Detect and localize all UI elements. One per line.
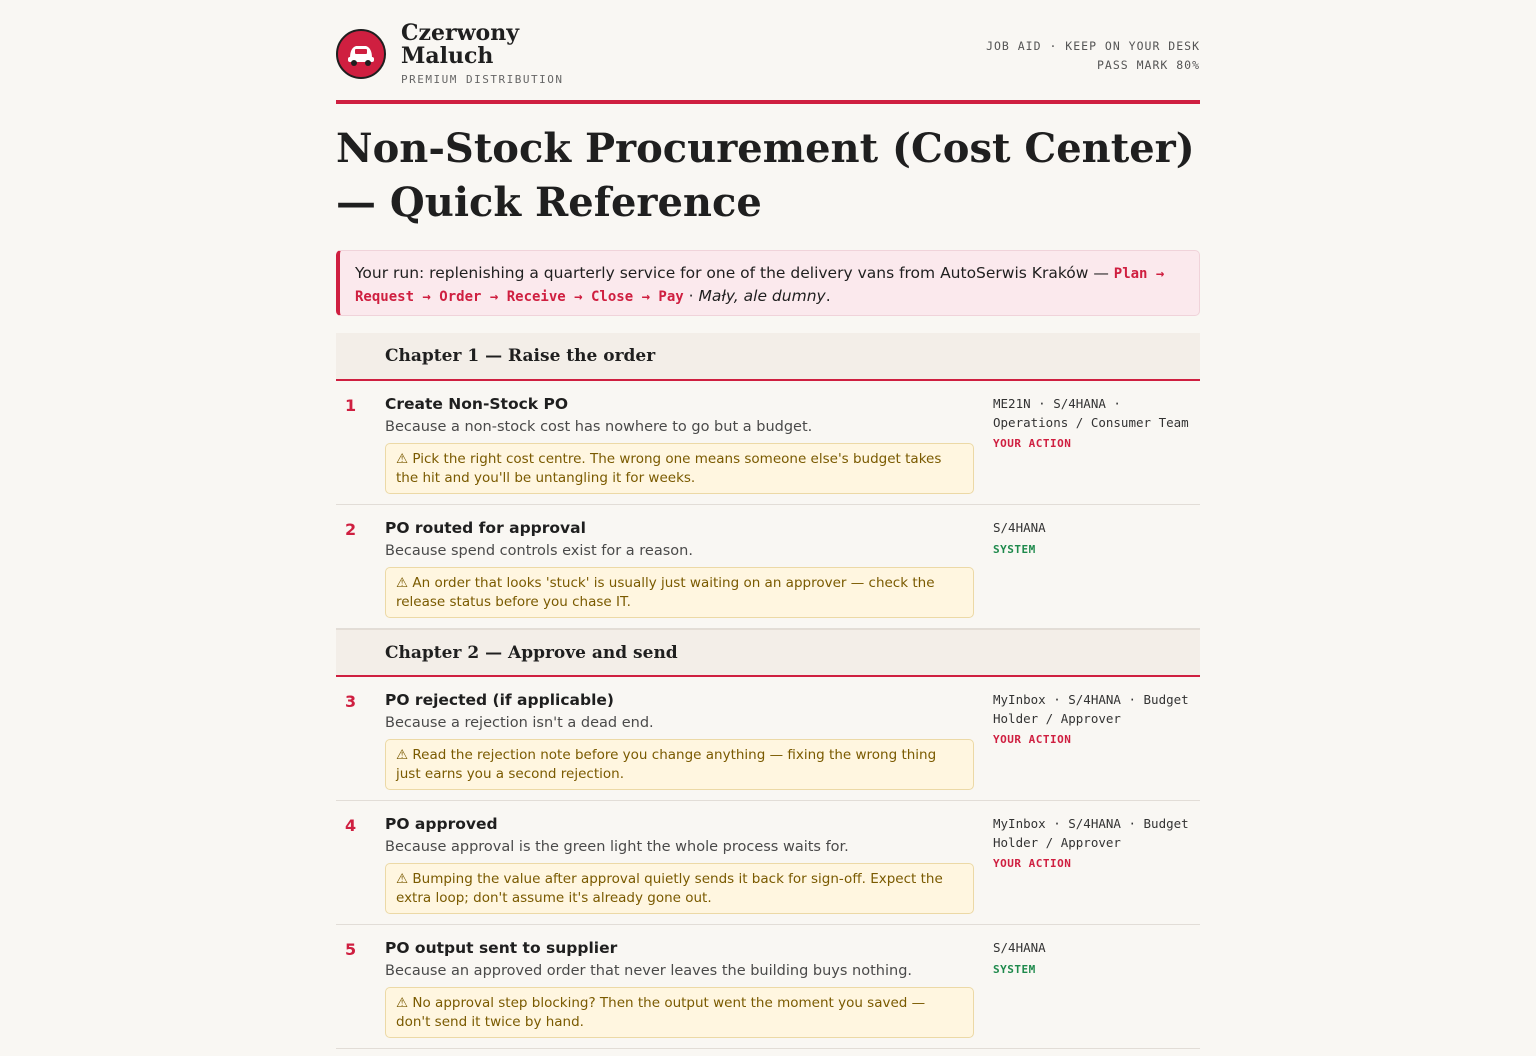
step-meta <box>993 691 1193 750</box>
step-meta <box>993 815 1193 874</box>
step-number: 2 <box>345 520 357 539</box>
step-warning: ⚠ Read the rejection note before you change anything — fixing the wrong thing just earns you a second rejection. <box>385 739 974 790</box>
step-number: 4 <box>345 816 357 835</box>
step-title: PO routed for approval <box>385 519 586 537</box>
step-owner-badge: SYSTEM <box>993 542 1036 556</box>
step-warning: ⚠ No approval step blocking? Then the output went the moment you saved — don't send it twice by hand. <box>385 987 974 1038</box>
brand-name: Czerwony Maluch <box>401 20 519 69</box>
process-flow: Plan → Request → Order → Receive → Close → Pay <box>355 266 1165 305</box>
step-warning: ⚠ An order that looks 'stuck' is usually just waiting on an approver — check the release status before you chase IT. <box>385 567 974 618</box>
page <box>336 0 1200 1049</box>
step-reason: Because a rejection isn't a dead end. <box>385 715 654 731</box>
motto: Mały, ale dumny <box>698 287 826 305</box>
brand-tagline: PREMIUM DISTRIBUTION <box>401 73 564 86</box>
step-warning: ⚠ Bumping the value after approval quietly sends it back for sign-off. Expect the extra loop; don't assume it's already gone out. <box>385 863 974 914</box>
step-row <box>336 505 1200 629</box>
step-reason: Because approval is the green light the whole process waits for. <box>385 839 849 855</box>
step-system-info: S/4HANA <box>993 520 1046 535</box>
callout-separator: · <box>683 287 699 305</box>
step-number: 5 <box>345 940 357 959</box>
job-aid-line: JOB AID · KEEP ON YOUR DESK <box>986 39 1200 53</box>
run-callout <box>336 250 1200 316</box>
step-title: PO approved <box>385 815 498 833</box>
step-warning: ⚠ Pick the right cost centre. The wrong one means someone else's budget takes the hit and you'll be untangling it for weeks. <box>385 443 974 494</box>
callout-end: . <box>825 287 831 305</box>
job-aid-note <box>986 37 1200 75</box>
chapter-heading: Chapter 1 — Raise the order <box>336 333 1200 381</box>
step-meta <box>993 519 1193 559</box>
callout-intro: Your run: replenishing a quarterly service for one of the delivery vans from AutoSerwis Kraków — <box>355 264 1114 282</box>
step-row <box>336 677 1200 801</box>
step-row <box>336 381 1200 505</box>
step-number: 3 <box>345 692 357 711</box>
step-owner-badge: SYSTEM <box>993 962 1036 976</box>
step-owner-badge: YOUR ACTION <box>993 857 1072 870</box>
step-reason: Because spend controls exist for a reason. <box>385 543 693 559</box>
step-system-info: ME21N · S/4HANA · Operations / Consumer Team <box>993 396 1189 430</box>
step-owner-badge: YOUR ACTION <box>993 733 1072 746</box>
page-title: Non-Stock Procurement (Cost Center) — Quick Reference <box>336 125 1195 226</box>
step-meta <box>993 395 1193 454</box>
step-owner-badge: YOUR ACTION <box>993 437 1072 450</box>
step-row <box>336 925 1200 1049</box>
step-system-info: MyInbox · S/4HANA · Budget Holder / Approver <box>993 692 1189 726</box>
header <box>336 0 1200 104</box>
brand <box>401 22 563 86</box>
step-reason: Because an approved order that never leaves the building buys nothing. <box>385 963 913 979</box>
step-meta <box>993 939 1193 979</box>
step-row <box>336 801 1200 925</box>
step-title: Create Non-Stock PO <box>385 395 569 413</box>
step-title: PO rejected (if applicable) <box>385 691 614 709</box>
pass-mark: PASS MARK 80% <box>1096 58 1200 72</box>
step-number: 1 <box>345 396 357 415</box>
step-system-info: S/4HANA <box>993 940 1046 955</box>
step-reason: Because a non-stock cost has nowhere to go but a budget. <box>385 419 813 435</box>
van-logo-icon <box>336 29 386 79</box>
step-title: PO output sent to supplier <box>385 939 618 957</box>
chapter-heading: Chapter 2 — Approve and send <box>336 629 1200 677</box>
step-system-info: MyInbox · S/4HANA · Budget Holder / Approver <box>993 816 1189 850</box>
